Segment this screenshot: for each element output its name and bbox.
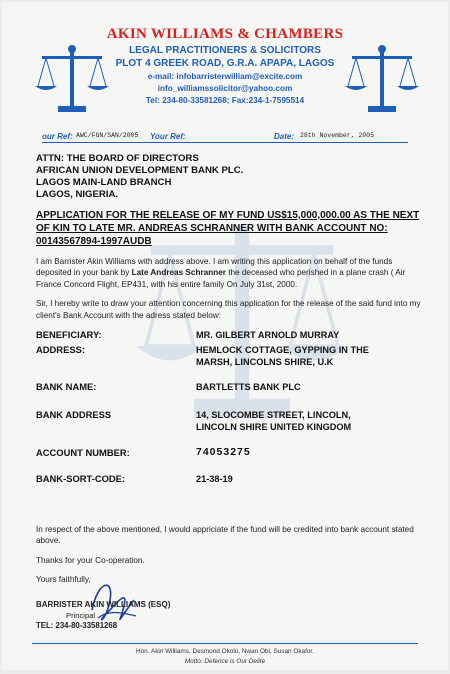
paragraph-text: the deceased who perished in a plane crash ( Air France Concord Flight, EP431, with his entire family On July 31st, 2000. xyxy=(36,268,406,289)
firm-name: AKIN WILLIAMS & CHAMBERS xyxy=(106,26,344,42)
beneficiary-label: BENEFICIARY: xyxy=(36,329,102,341)
account-details xyxy=(36,327,426,513)
date-value: 28th November, 2005 xyxy=(300,132,375,139)
addressee-line: LAGOS, NIGERIA. xyxy=(36,189,119,200)
sort-code-label: BANK-SORT-CODE: xyxy=(36,473,126,485)
bank-name-value: BARTLETTS BANK PLC xyxy=(196,382,301,393)
address-value xyxy=(196,344,369,368)
signer-name: BARRISTER AKIN WILLIAMS (ESQ) xyxy=(36,600,171,609)
addressee-line: AFRICAN UNION DEVELOPMENT BANK PLC. xyxy=(36,165,244,176)
sort-code-value: 21-38-19 xyxy=(196,474,233,485)
paragraph-text: I am Barrister Akin Williams with address above. I am writing this application on behalf of the funds deposited in your bank by xyxy=(36,257,393,278)
address-line: HEMLOCK COTTAGE, GYPPING IN THE xyxy=(196,345,369,356)
date-label: Date: xyxy=(274,132,295,141)
firm-email-2: info_williamssolicitor@yahoo.com xyxy=(157,84,293,93)
our-ref-label: our Ref: xyxy=(42,132,73,141)
footer-partners: Hon. Akin Williams, Desmond Okolo, Nwan Obi, Susan Okafor. xyxy=(136,648,314,655)
your-ref-label: Your Ref: xyxy=(150,132,186,141)
firm-phones: Tel: 234-80-33581268; Fax:234-1-7595514 xyxy=(145,96,305,105)
bank-address-label: BANK ADDRESS xyxy=(36,409,112,421)
addressee-line: LAGOS MAIN-LAND BRANCH xyxy=(36,177,172,188)
thanks-line: Thanks for your Co-operation. xyxy=(36,555,145,565)
addressee-block xyxy=(36,153,426,201)
address-label: ADDRESS: xyxy=(36,344,85,356)
sign-off: Yours faithfully, xyxy=(36,575,91,585)
letter-page xyxy=(2,2,448,670)
footer-motto: Motto: Defence is Our Delite xyxy=(184,658,266,665)
subject-line: APPLICATION FOR THE RELEASE OF MY FUND US$15,000,000.00 AS THE NEXT OF KIN TO LATE MR. ANDREAS SCHRANNER WITH BANK ACCOUNT NO: 00143567894-1997AUDB xyxy=(36,210,420,247)
bank-address-line: 14, SLOCOMBE STREET, LINCOLN, xyxy=(196,410,351,421)
signer-title: Principal xyxy=(66,611,96,620)
deceased-name: Late Andreas Schranner xyxy=(131,268,226,278)
paragraph-1 xyxy=(36,256,426,290)
address-line: MARSH, LINCOLNS SHIRE, U.K xyxy=(196,357,334,368)
firm-address: PLOT 4 GREEK ROAD, G.R.A. APAPA, LAGOS xyxy=(115,58,335,69)
account-number-value: 74053275 xyxy=(196,446,251,459)
paragraph-2: Sir, I hereby write to draw your attention concerning this application for the release of the said fund into my client's Bank Account with the adress stated below: xyxy=(36,299,421,320)
signer-tel: TEL: 234-80-33581268 xyxy=(36,621,118,630)
reference-line xyxy=(42,128,408,143)
beneficiary-value: MR. GILBERT ARNOLD MURRAY xyxy=(196,330,340,341)
letter-body xyxy=(36,153,426,513)
account-number-label: ACCOUNT NUMBER: xyxy=(36,447,130,459)
addressee-line: ATTN: THE BOARD OF DIRECTORS xyxy=(36,153,199,164)
our-ref-value: AWC/FGN/SAN/2005 xyxy=(76,132,139,139)
firm-subtitle: LEGAL PRACTITIONERS & SOLICITORS xyxy=(129,45,321,56)
bank-address-value xyxy=(196,409,351,433)
bank-name-label: BANK NAME: xyxy=(36,381,97,393)
closing-paragraph: In respect of the above mentioned, I would appriciate if the fund will be credited into bank account stated above. xyxy=(36,525,414,546)
footer-divider xyxy=(32,643,418,644)
bank-address-line: LINCOLN SHIRE UNITED KINGDOM xyxy=(196,422,352,433)
firm-email-1: e-mail: infobarristerwilliam@excite.com xyxy=(147,72,303,81)
